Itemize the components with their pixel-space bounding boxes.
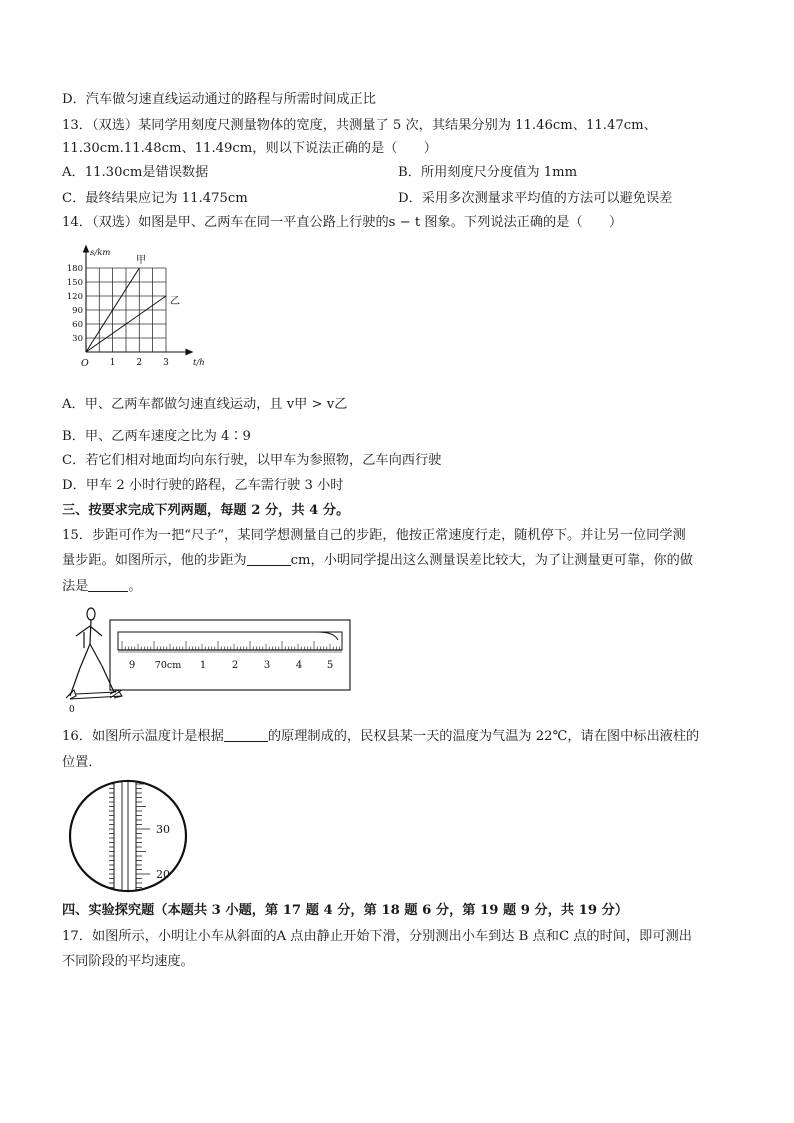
section3-heading: 三、按要求完成下列两题，每题 2 分，共 4 分。 — [62, 503, 350, 518]
q15-step-blank[interactable] — [247, 552, 291, 566]
q14-st-graph — [64, 242, 214, 378]
y-tick-150: 150 — [66, 278, 83, 288]
ruler-label-4: 4 — [295, 660, 303, 671]
q16-line1-before: 16．如图所示温度计是根据 — [62, 729, 224, 744]
q14-option-a: A．甲、乙两车都做匀速直线运动，且 v甲 > v乙 — [62, 397, 348, 412]
q17-line2: 不同阶段的平均速度。 — [62, 954, 194, 969]
q15-line1: 15．步距可作为一把“尺子”，某同学想测量自己的步距，他按正常速度行走，随机停下。并让另一位同学测 — [62, 528, 686, 543]
q13-option-d: D．采用多次测量求平均值的方法可以避免误差 — [398, 191, 673, 206]
x-tick-3: 3 — [163, 358, 169, 368]
y-tick-90: 90 — [72, 306, 83, 316]
q16-line1 — [62, 728, 699, 746]
zero-label: 0 — [69, 705, 75, 715]
x-tick-1: 1 — [109, 358, 116, 368]
walker-figure — [70, 608, 114, 696]
ruler-label-2: 2 — [231, 660, 239, 671]
q14-option-d: D．甲车 2 小时行驶的路程，乙车需行驶 3 小时 — [62, 478, 344, 493]
ruler-label-1: 1 — [199, 660, 207, 671]
q16-thermometer[interactable] — [66, 778, 190, 894]
q16-line2: 位置． — [62, 755, 102, 770]
y-tick-180: 180 — [66, 264, 83, 274]
q15-line2 — [62, 552, 693, 570]
q13-stem-line2: 11.30cm.11.48cm、11.49cm，则以下说法正确的是（ ） — [62, 141, 437, 156]
scale-label-30: 30 — [156, 823, 170, 836]
q13-option-c: C．最终结果应记为 11.475cm — [62, 191, 248, 206]
ruler-label-5: 5 — [326, 660, 334, 671]
q13-stem-line1: 13．（双选）某同学用刻度尺测量物体的宽度，共测量了 5 次，其结果分别为 11.46cm、11.47cm、 — [62, 118, 657, 133]
y-tick-120: 120 — [66, 292, 83, 302]
q17-line1: 17．如图所示，小明让小车从斜面的A 点由静止开始下滑，分别测出小车到达 B 点和C 点的时间，即可测出 — [62, 929, 692, 944]
q14-stem: 14．（双选）如图是甲、乙两车在同一平直公路上行驶的s − t 图象。下列说法正确的是（ ） — [62, 215, 623, 230]
ruler-label-70cm: 70cm — [154, 660, 182, 671]
magnified-box — [110, 620, 350, 690]
x-axis-label: t/h — [193, 358, 205, 368]
graph-grid — [86, 268, 166, 352]
q15-line3-before: 法是 — [62, 579, 89, 594]
line-jia-label: 甲 — [136, 255, 146, 266]
q13-option-a: A．11.30cm是错误数据 — [62, 165, 209, 180]
origin-label: O — [81, 358, 89, 369]
q13-option-b: B．所用刻度尺分度值为 1mm — [398, 165, 578, 180]
q16-principle-blank[interactable] — [224, 728, 268, 742]
line-yi-label: 乙 — [170, 296, 180, 307]
y-tick-30: 30 — [72, 334, 83, 344]
y-tick-60: 60 — [72, 320, 83, 330]
ruler-label-9: 9 — [128, 660, 136, 671]
ruler-label-3: 3 — [263, 660, 271, 671]
q15-line3 — [62, 578, 142, 596]
section4-heading: 四、实验探究题（本题共 3 小题，第 17 题 4 分，第 18 题 6 分，第 19 题 9 分，共 19 分） — [62, 903, 629, 918]
q14-option-c: C．若它们相对地面均向东行驶，以甲车为参照物，乙车向西行驶 — [62, 453, 442, 468]
x-tick-2: 2 — [136, 358, 143, 368]
q12-option-d: D．汽车做匀速直线运动通过的路程与所需时间成正比 — [62, 92, 376, 107]
y-axis-label: s/km — [90, 248, 111, 258]
q15-line2-before: 量步距。如图所示，他的步距为 — [62, 553, 247, 568]
q15-line3-after: 。 — [128, 579, 142, 594]
q16-line1-after: 的原理制成的，民权县某一天的温度为气温为 22℃，请在图中标出液柱的 — [267, 729, 700, 744]
q15-step-figure — [62, 606, 354, 716]
q15-line2-after: cm，小明同学提出这么测量误差比较大，为了让测量更可靠，你的做 — [290, 553, 693, 568]
scale-label-20: 20 — [156, 868, 170, 881]
q14-option-b: B．甲、乙两车速度之比为 4∶9 — [62, 429, 251, 444]
thermometer-tube — [114, 778, 136, 894]
ruler — [118, 632, 342, 652]
q15-method-blank[interactable] — [88, 578, 128, 592]
